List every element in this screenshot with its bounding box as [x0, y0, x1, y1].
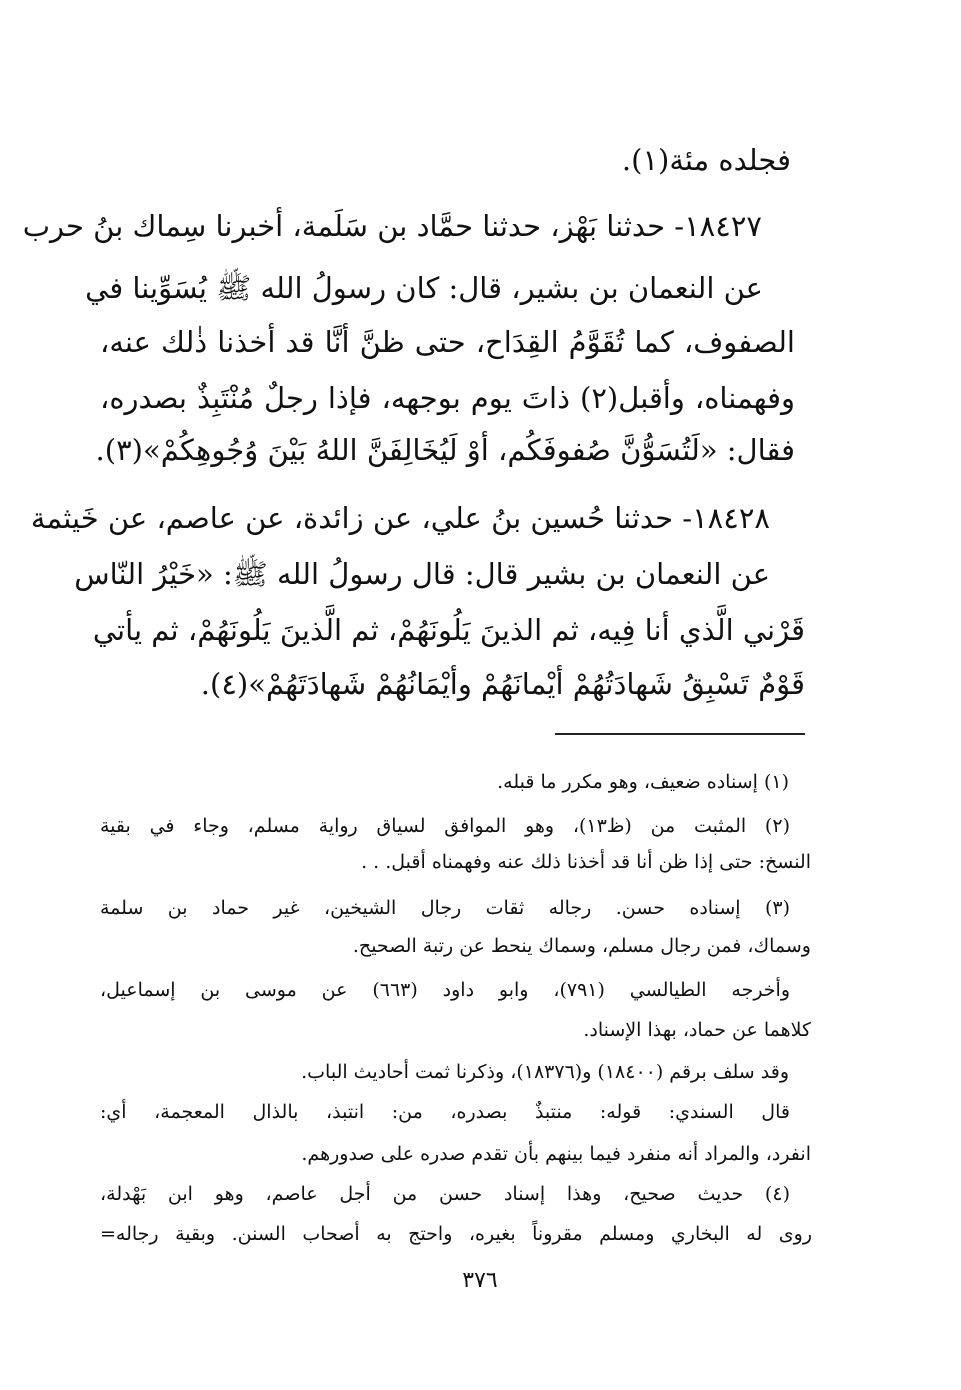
page-number: ٣٧٦ — [462, 1268, 498, 1293]
footnote-3-line-6: قال السندي: قوله: منتبذٌ بصدره، من: انتبذ، بالذال المعجمة، أي: — [100, 1101, 790, 1123]
footnote-3-line-1: (٣) إسناده حسن. رجاله ثقات رجال الشيخين، غير حماد بن سلمة — [100, 897, 790, 919]
footnote-4-line-2: روى له البخاري ومسلم مقروناً بغيره، واحتج به أصحاب السنن. وبقية رجاله= — [100, 1223, 812, 1245]
text-line-5: وفهمناه، وأقبل(٢) ذاتَ يوم بوجهه، فإذا رجلٌ مُنْتَبِذٌ بصدره، — [100, 381, 796, 415]
footnote-3-line-5: وقد سلف برقم (١٨٤٠٠) و(١٨٣٧٦)، وذكرنا ثمت أحاديث الباب. — [301, 1061, 789, 1083]
text-line-6: فقال: «لَتُسَوُّنَّ صُفوفَكُم، أوْ لَيُخَالِفَنَّ اللهُ بَيْنَ وُجُوهِكُمْ»(٣). — [95, 433, 795, 467]
text-line-1: فجلده مئة(١). — [621, 143, 791, 177]
footnote-3-line-7: انفرد، والمراد أنه منفرد فيما بينهم بأن تقدم صدره على صدورهم. — [301, 1143, 811, 1165]
footnote-3-line-2: وسماك، فمن رجال مسلم، وسماك ينحط عن رتبة الصحيح. — [352, 935, 811, 957]
footnote-2-line-2: النسخ: حتى إذا ظن أنا قد أخذنا ذلك عنه وفهمناه أقبل. . . — [361, 851, 811, 873]
text-line-3: عن النعمان بن بشير، قال: كان رسولُ الله ﷺ يُسَوِّينا في — [85, 271, 763, 305]
footnote-2-line-1: (٢) المثبت من (ظ١٣)، وهو الموافق لسياق رواية مسلم، وجاء في بقية — [100, 815, 790, 837]
footnote-4-line-1: (٤) حديث صحيح، وهذا إسناد حسن من أجل عاصم، وهو ابن بَهْدلة، — [100, 1183, 790, 1205]
text-line-8: عن النعمان بن بشير قال: قال رسولُ الله ﷺ: «خَيْرُ النّاس — [74, 557, 770, 591]
footnote-separator — [555, 733, 805, 735]
text-line-9: قَرْني الَّذي أنا فِيه، ثم الذينَ يَلُونَهُمْ، ثم الَّذينَ يَلُونَهُمْ، ثم يأتي — [92, 613, 805, 647]
footnote-3-line-4: كلاهما عن حماد، بهذا الإسناد. — [583, 1019, 811, 1041]
text-line-10: قَوْمٌ تَسْبِقُ شَهادَتُهُمْ أيْمانَهُمْ وأيْمَانُهُمْ شَهادَتَهُمْ»(٤). — [200, 667, 805, 701]
text-line-4: الصفوف، كما تُقَوَّمُ القِدَاح، حتى ظنَّ أنَّا قد أخذنا ذٰلك عنه، — [100, 325, 795, 359]
footnote-3-line-3: وأخرجه الطيالسي (٧٩١)، وابو داود (٦٦٣) عن موسى بن إسماعيل، — [100, 979, 791, 1001]
footnote-1: (١) إسناده ضعيف، وهو مكرر ما قبله. — [497, 771, 789, 793]
hadith-header-18428: ١٨٤٢٨- حدثنا حُسين بنُ علي، عن زائدة، عن عاصم، عن خَيثمة — [30, 501, 770, 535]
hadith-header-18427: ١٨٤٢٧- حدثنا بَهْز، حدثنا حمَّاد بن سَلَمة، أخبرنا سِماك بنُ حرب — [22, 209, 762, 243]
